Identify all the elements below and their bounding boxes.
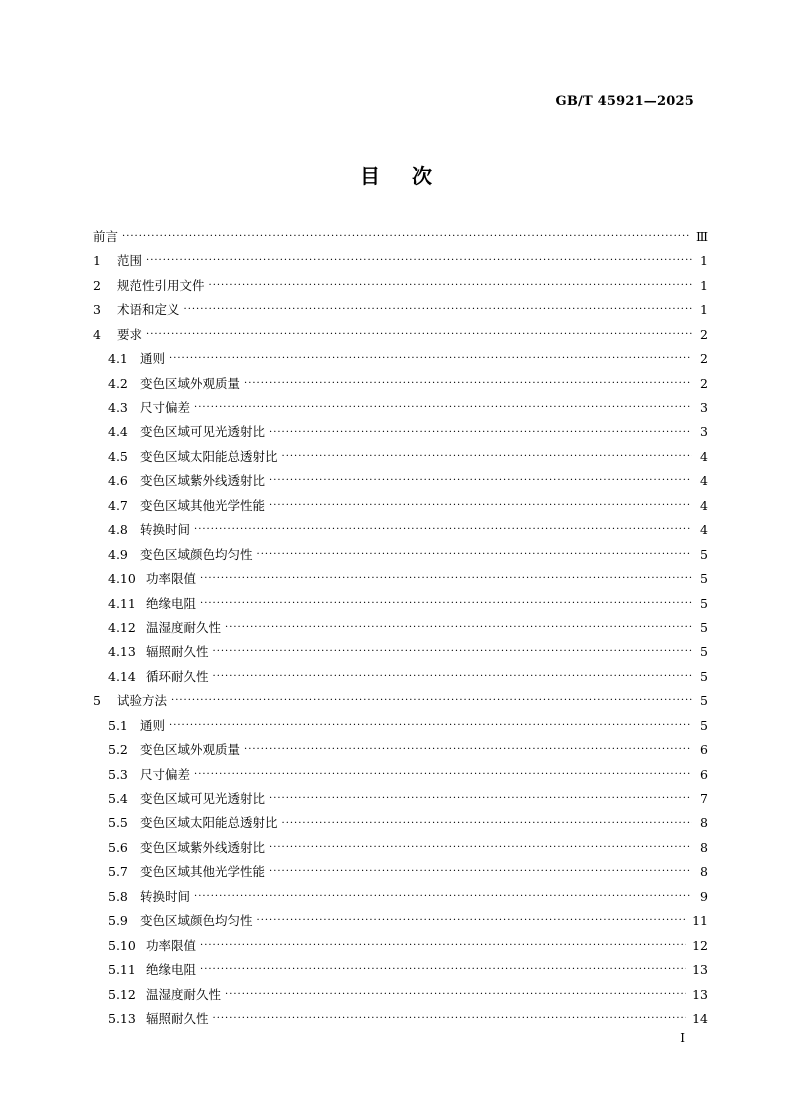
toc-entry-page: 5	[700, 595, 708, 611]
toc-entry-page: 6	[700, 766, 708, 782]
toc-entry[interactable]	[93, 909, 708, 933]
toc-entry-label: 前言	[93, 228, 119, 244]
toc-entry[interactable]	[93, 249, 708, 273]
dot-leader	[282, 812, 692, 836]
dot-leader	[213, 640, 692, 664]
toc-entry-label: 温湿度耐久性	[146, 986, 222, 1002]
toc-entry-number: 3	[93, 302, 101, 318]
dot-leader	[171, 689, 692, 713]
dot-leader	[269, 469, 692, 493]
toc-entry-page: 3	[700, 400, 708, 416]
toc-entry-label: 变色区域可见光透射比	[140, 424, 266, 440]
toc-entry[interactable]	[93, 494, 708, 518]
toc-entry-number: 1	[93, 253, 101, 269]
toc-entry-number: 5.2	[108, 742, 128, 758]
document-number: GB/T 45921—2025	[555, 94, 694, 109]
toc-entry[interactable]	[93, 298, 708, 322]
toc-entry-label: 通则	[140, 717, 166, 733]
toc-entry-page: 2	[700, 375, 708, 391]
toc-entry-number: 4.13	[108, 644, 136, 660]
toc-entry-number: 4.6	[108, 473, 128, 489]
dot-leader	[244, 738, 692, 762]
toc-entry-number: 5.5	[108, 815, 128, 831]
toc-entry[interactable]	[93, 836, 708, 860]
toc-entry[interactable]	[93, 445, 708, 469]
toc-entry-label: 变色区域颜色均匀性	[140, 913, 253, 929]
toc-entry[interactable]	[93, 885, 708, 909]
toc-entry[interactable]	[93, 738, 708, 762]
toc-entry-label: 转换时间	[140, 888, 191, 904]
toc-entry-label: 辐照耐久性	[146, 1010, 209, 1026]
dot-leader	[200, 934, 686, 958]
toc-entry-page: 7	[700, 791, 708, 807]
toc-entry-page: 5	[700, 668, 708, 684]
toc-entry-label: 试验方法	[117, 693, 168, 709]
toc-entry[interactable]	[93, 983, 708, 1007]
dot-leader	[269, 494, 692, 518]
toc-entry[interactable]	[93, 763, 708, 787]
toc-entry-number: 5.13	[108, 1010, 136, 1026]
toc-entry[interactable]	[93, 1007, 708, 1031]
dot-leader	[169, 714, 692, 738]
toc-entry-number: 4.5	[108, 448, 128, 464]
toc-entry-label: 功率限值	[146, 937, 197, 953]
toc-entry-page: 2	[700, 351, 708, 367]
toc-entry-page: 1	[700, 253, 708, 269]
toc-entry-label: 变色区域紫外线透射比	[140, 839, 266, 855]
toc-entry[interactable]	[93, 567, 708, 591]
dot-leader	[146, 323, 692, 347]
dot-leader	[213, 1007, 687, 1031]
toc-entry-page: 5	[700, 693, 708, 709]
toc-entry[interactable]	[93, 518, 708, 542]
toc-entry[interactable]	[93, 421, 708, 445]
toc-entry-page: 4	[700, 473, 708, 489]
toc-entry-number: 5.10	[108, 937, 136, 953]
toc-entry-label: 辐照耐久性	[146, 644, 209, 660]
dot-leader	[269, 421, 692, 445]
toc-entry-label: 变色区域太阳能总透射比	[140, 448, 278, 464]
toc-entry[interactable]	[93, 689, 708, 713]
toc-entry-page: 1	[700, 277, 708, 293]
toc-entry-page: 3	[700, 424, 708, 440]
toc-entry-page: 9	[700, 888, 708, 904]
toc-entry-number: 5.3	[108, 766, 128, 782]
toc-entry-label: 变色区域紫外线透射比	[140, 473, 266, 489]
page-title: 目次	[360, 164, 464, 188]
toc-entry[interactable]	[93, 665, 708, 689]
toc-entry-page: 4	[700, 522, 708, 538]
toc-entry[interactable]	[93, 274, 708, 298]
toc-entry-number: 2	[93, 277, 101, 293]
toc-entry-number: 5.4	[108, 791, 128, 807]
toc-entry-page: 2	[700, 326, 708, 342]
table-of-contents	[93, 225, 708, 1031]
page-number: I	[680, 1031, 685, 1045]
toc-entry-label: 变色区域太阳能总透射比	[140, 815, 278, 831]
toc-entry-label: 绝缘电阻	[146, 962, 197, 978]
toc-entry-number: 5.1	[108, 717, 128, 733]
dot-leader	[269, 836, 692, 860]
toc-entry[interactable]	[93, 592, 708, 616]
toc-entry-label: 尺寸偏差	[140, 766, 191, 782]
toc-entry-page: 8	[700, 815, 708, 831]
dot-leader	[200, 567, 692, 591]
toc-entry-number: 4.2	[108, 375, 128, 391]
toc-entry-page: 13	[692, 986, 708, 1002]
toc-entry-number: 4.12	[108, 619, 136, 635]
dot-leader	[194, 396, 692, 420]
toc-entry-label: 温湿度耐久性	[146, 619, 222, 635]
dot-leader	[122, 225, 690, 249]
toc-entry-label: 术语和定义	[117, 302, 180, 318]
toc-entry[interactable]	[93, 323, 708, 347]
toc-entry-page: 5	[700, 619, 708, 635]
toc-entry-page: 4	[700, 497, 708, 513]
toc-entry-number: 5.11	[108, 962, 136, 978]
toc-entry-page: 13	[692, 962, 708, 978]
toc-entry-label: 范围	[117, 253, 143, 269]
toc-entry-label: 变色区域颜色均匀性	[140, 546, 253, 562]
dot-leader	[194, 885, 692, 909]
toc-entry-number: 5.12	[108, 986, 136, 1002]
toc-entry-page: 8	[700, 864, 708, 880]
toc-entry-number: 5.6	[108, 839, 128, 855]
toc-entry[interactable]	[93, 469, 708, 493]
toc-entry-label: 变色区域外观质量	[140, 742, 241, 758]
toc-entry-page: 5	[700, 644, 708, 660]
toc-entry-label: 规范性引用文件	[117, 277, 205, 293]
toc-entry[interactable]	[93, 934, 708, 958]
dot-leader	[269, 860, 692, 884]
toc-entry[interactable]	[93, 787, 708, 811]
toc-entry-page: 11	[692, 913, 708, 929]
dot-leader	[257, 543, 692, 567]
toc-entry-page: 5	[700, 546, 708, 562]
toc-entry-page: 5	[700, 571, 708, 587]
toc-entry-number: 5.9	[108, 913, 128, 929]
toc-entry[interactable]	[93, 347, 708, 371]
toc-entry-number: 5	[93, 693, 101, 709]
toc-entry-number: 4.8	[108, 522, 128, 538]
toc-entry-number: 5.8	[108, 888, 128, 904]
toc-entry-label: 变色区域可见光透射比	[140, 791, 266, 807]
toc-entry[interactable]	[93, 372, 708, 396]
dot-leader	[225, 616, 692, 640]
toc-entry-label: 变色区域其他光学性能	[140, 864, 266, 880]
toc-entry-number: 4.7	[108, 497, 128, 513]
toc-entry[interactable]	[93, 396, 708, 420]
dot-leader	[200, 958, 686, 982]
toc-entry-label: 功率限值	[146, 571, 197, 587]
toc-entry[interactable]	[93, 812, 708, 836]
toc-entry-page: Ⅲ	[695, 228, 708, 244]
toc-entry-number: 4	[93, 326, 101, 342]
toc-entry[interactable]	[93, 640, 708, 664]
toc-entry-label: 要求	[117, 326, 143, 342]
toc-entry-number: 4.3	[108, 400, 128, 416]
dot-leader	[225, 983, 686, 1007]
dot-leader	[200, 592, 692, 616]
toc-entry-label: 绝缘电阻	[146, 595, 197, 611]
toc-entry[interactable]	[93, 958, 708, 982]
toc-entry-number: 4.11	[108, 595, 136, 611]
toc-entry-label: 尺寸偏差	[140, 400, 191, 416]
dot-leader	[257, 909, 687, 933]
toc-entry-page: 5	[700, 717, 708, 733]
toc-entry-page: 12	[692, 937, 708, 953]
toc-entry-label: 循环耐久性	[146, 668, 209, 684]
toc-entry-number: 4.1	[108, 351, 128, 367]
toc-entry[interactable]	[93, 225, 708, 249]
toc-entry-label: 变色区域外观质量	[140, 375, 241, 391]
dot-leader	[169, 347, 692, 371]
dot-leader	[194, 763, 692, 787]
toc-entry-number: 4.14	[108, 668, 136, 684]
dot-leader	[184, 298, 692, 322]
toc-entry[interactable]	[93, 860, 708, 884]
toc-entry-number: 4.4	[108, 424, 128, 440]
toc-entry[interactable]	[93, 714, 708, 738]
toc-entry-number: 4.10	[108, 571, 136, 587]
dot-leader	[213, 665, 692, 689]
toc-entry-page: 14	[692, 1010, 708, 1026]
toc-entry-page: 6	[700, 742, 708, 758]
dot-leader	[269, 787, 692, 811]
toc-entry-page: 4	[700, 448, 708, 464]
toc-entry-label: 转换时间	[140, 522, 191, 538]
toc-entry-page: 8	[700, 839, 708, 855]
dot-leader	[146, 249, 692, 273]
dot-leader	[244, 372, 692, 396]
dot-leader	[282, 445, 692, 469]
dot-leader	[209, 274, 692, 298]
toc-entry[interactable]	[93, 543, 708, 567]
toc-entry-number: 5.7	[108, 864, 128, 880]
toc-entry-number: 4.9	[108, 546, 128, 562]
toc-entry-label: 变色区域其他光学性能	[140, 497, 266, 513]
toc-entry-page: 1	[700, 302, 708, 318]
toc-entry-label: 通则	[140, 351, 166, 367]
toc-entry[interactable]	[93, 616, 708, 640]
dot-leader	[194, 518, 692, 542]
